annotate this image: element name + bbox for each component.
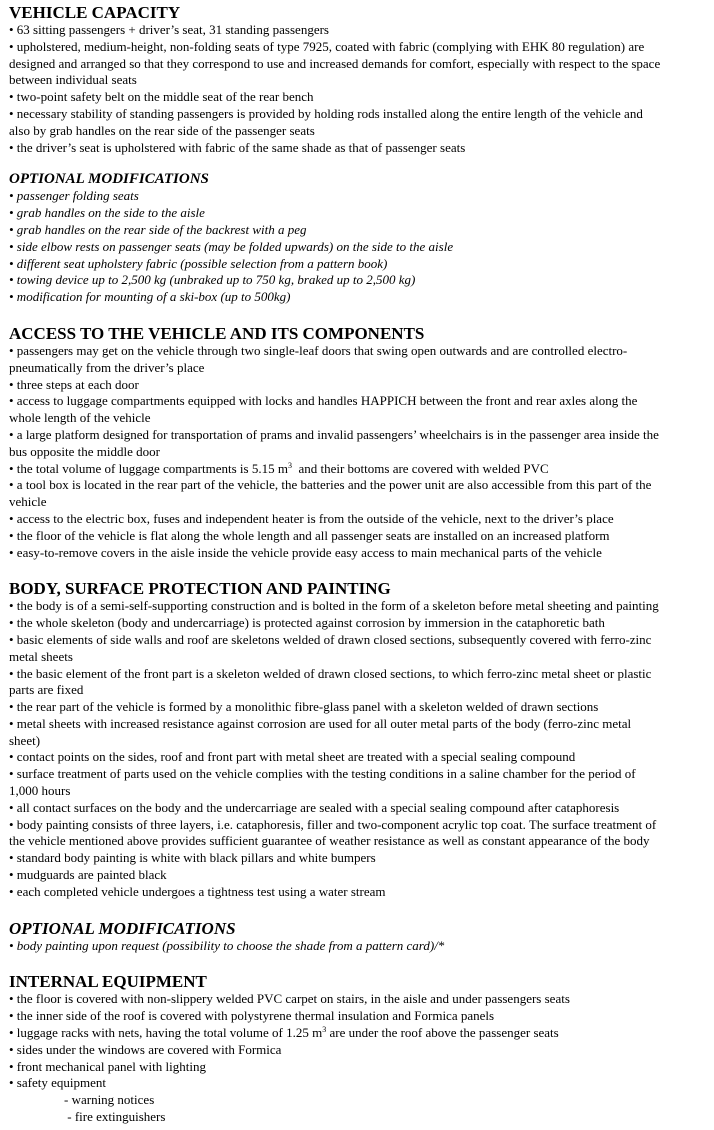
list-item: • the whole skeleton (body and undercarriage) is protected against corrosion by immersion in the cataphoretic bath bbox=[9, 615, 605, 631]
volume-text: • the total volume of luggage compartments is 5.15 m bbox=[9, 460, 288, 476]
section-title-optional-modifications: OPTIONAL MODIFICATIONS bbox=[9, 171, 209, 188]
list-item: • passenger folding seats bbox=[9, 188, 139, 204]
list-item: • a large platform designed for transportation of prams and invalid passengers’ wheelchairs is in the passenger area inside the bbox=[9, 426, 659, 442]
optional-modifications-list bbox=[9, 188, 714, 306]
list-item: bus opposite the middle door bbox=[9, 443, 160, 459]
list-item: • standard body painting is white with black pillars and white bumpers bbox=[9, 850, 376, 866]
racks-text: • luggage racks with nets, having the total volume of 1.25 m bbox=[9, 1025, 323, 1041]
list-item: between individual seats bbox=[9, 72, 137, 88]
list-item: • body painting upon request (possibility to choose the shade from a pattern card)/* bbox=[9, 937, 445, 953]
list-item: • front mechanical panel with lighting bbox=[9, 1058, 206, 1074]
list-item: • 63 sitting passengers + driver’s seat, 31 standing passengers bbox=[9, 22, 329, 37]
list-item: sheet) bbox=[9, 732, 41, 748]
list-item: • two-point safety belt on the middle seat of the rear bench bbox=[9, 89, 314, 105]
list-item: • the rear part of the vehicle is formed by a monolithic fibre-glass panel with a skeleton welded of drawn sections bbox=[9, 699, 599, 715]
list-item: • mudguards are painted black bbox=[9, 867, 167, 883]
vehicle-capacity-list bbox=[9, 22, 714, 156]
list-item: • body painting consists of three layers, i.e. cataphoresis, filler and two-component acrylic top coat. The surface treatment of bbox=[9, 816, 657, 832]
list-item: • modification for mounting of a ski-box (up to 500kg) bbox=[9, 289, 291, 305]
list-item-luggage-racks bbox=[9, 1025, 714, 1042]
section-title-access: ACCESS TO THE VEHICLE AND ITS COMPONENTS bbox=[9, 323, 425, 343]
volume-superscript: 3 bbox=[287, 460, 292, 470]
list-item: pneumatically from the driver’s place bbox=[9, 359, 205, 375]
sub-list-item: - warning notices bbox=[64, 1092, 155, 1108]
list-item: • towing device up to 2,500 kg (unbraked up to 750 kg, braked up to 2,500 kg) bbox=[9, 272, 416, 288]
list-item: • contact points on the sides, roof and front part with metal sheet are treated with a special sealing compound bbox=[9, 749, 576, 765]
list-item: • the body is of a semi-self-supporting construction and is bolted in the form of a skeleton before metal sheeting and painting bbox=[9, 598, 659, 614]
list-item: parts are fixed bbox=[9, 682, 84, 698]
list-item: • easy-to-remove covers in the aisle inside the vehicle provide easy access to main mechanical parts of the vehicle bbox=[9, 544, 602, 560]
body-list bbox=[9, 598, 714, 900]
list-item: • access to luggage compartments equipped with locks and handles HAPPICH between the front and rear axles along the bbox=[9, 393, 638, 409]
list-item: • the inner side of the roof is covered with polystyrene thermal insulation and Formica panels bbox=[9, 1008, 495, 1024]
list-item: • a tool box is located in the rear part of the vehicle, the batteries and the power unit are also accessible from this part of the bbox=[9, 477, 652, 493]
racks-superscript: 3 bbox=[322, 1025, 327, 1035]
list-item: • passengers may get on the vehicle through two single-leaf doors that swing open outwards and are controlled electro- bbox=[9, 342, 628, 358]
section-title-internal-equipment: INTERNAL EQUIPMENT bbox=[9, 972, 207, 992]
list-item: • access to the electric box, fuses and independent heater is from the outside of the vehicle, next to the driver’s place bbox=[9, 510, 614, 526]
optional-modifications-2-list bbox=[9, 938, 714, 955]
list-item: • upholstered, medium-height, non-folding seats of type 7925, coated with fabric (complying with EHK 80 regulation) are bbox=[9, 38, 645, 54]
list-item: • safety equipment bbox=[9, 1075, 106, 1091]
list-item: • basic elements of side walls and roof are skeletons welded of drawn closed sections, subsequently covered with ferro-zinc bbox=[9, 631, 652, 647]
list-item: • the floor of the vehicle is flat along the whole length and all passenger seats are installed on an increased platform bbox=[9, 527, 610, 543]
list-item: • each completed vehicle undergoes a tightness test using a water stream bbox=[9, 883, 386, 899]
section-title-vehicle-capacity: VEHICLE CAPACITY bbox=[9, 3, 181, 22]
volume-text-end: and their bottoms are covered with welded PVC bbox=[291, 460, 549, 476]
list-item: • surface treatment of parts used on the vehicle complies with the testing conditions in a saline chamber for the period of bbox=[9, 766, 636, 782]
list-item: • sides under the windows are covered with Formica bbox=[9, 1041, 282, 1057]
list-item: • the floor is covered with non-slippery welded PVC carpet on stairs, in the aisle and under passengers seats bbox=[9, 991, 570, 1007]
list-item: also by grab handles on the rear side of the passenger seats bbox=[9, 122, 315, 138]
list-item: • necessary stability of standing passengers is provided by holding rods installed along the entire length of the vehicle and bbox=[9, 105, 643, 121]
access-list bbox=[9, 343, 714, 561]
list-item-luggage-volume bbox=[9, 461, 714, 478]
list-item: • the basic element of the front part is a skeleton welded of drawn closed sections, to which ferro-zinc metal sheet or plastic bbox=[9, 665, 652, 681]
document-page bbox=[9, 3, 714, 1126]
list-item: • all contact surfaces on the body and the undercarriage are sealed with a special sealing compound after cataphoresis bbox=[9, 799, 620, 815]
list-item: designed and arranged so that they correspond to use and increased demands for comfort, especially with respect to the space bbox=[9, 55, 661, 71]
list-item: vehicle bbox=[9, 494, 47, 510]
list-item: • metal sheets with increased resistance against corrosion are used for all outer metal parts of the body (ferro-zinc metal bbox=[9, 715, 632, 731]
list-item: • the driver’s seat is upholstered with fabric of the same shade as that of passenger seats bbox=[9, 139, 466, 155]
list-item: • side elbow rests on passenger seats (may be folded upwards) on the side to the aisle bbox=[9, 238, 454, 254]
list-item: the vehicle mentioned above provides sufficient guarantee of weather resistance as well as constant appearance of the body bbox=[9, 833, 650, 849]
list-item: 1,000 hours bbox=[9, 783, 71, 799]
racks-text-end: are under the roof above the passenger seats bbox=[326, 1025, 559, 1041]
list-item: • grab handles on the rear side of the backrest with a peg bbox=[9, 221, 307, 237]
section-title-body: BODY, SURFACE PROTECTION AND PAINTING bbox=[9, 579, 391, 599]
sub-list-item: - fire extinguishers bbox=[64, 1109, 166, 1125]
internal-equipment-list bbox=[9, 991, 714, 1125]
list-item: • three steps at each door bbox=[9, 376, 139, 392]
list-item: • grab handles on the side to the aisle bbox=[9, 205, 205, 221]
list-item: whole length of the vehicle bbox=[9, 410, 151, 426]
list-item: • different seat upholstery fabric (possible selection from a pattern book) bbox=[9, 255, 388, 271]
list-item: metal sheets bbox=[9, 648, 73, 664]
section-title-optional-modifications-2: OPTIONAL MODIFICATIONS bbox=[9, 918, 236, 938]
